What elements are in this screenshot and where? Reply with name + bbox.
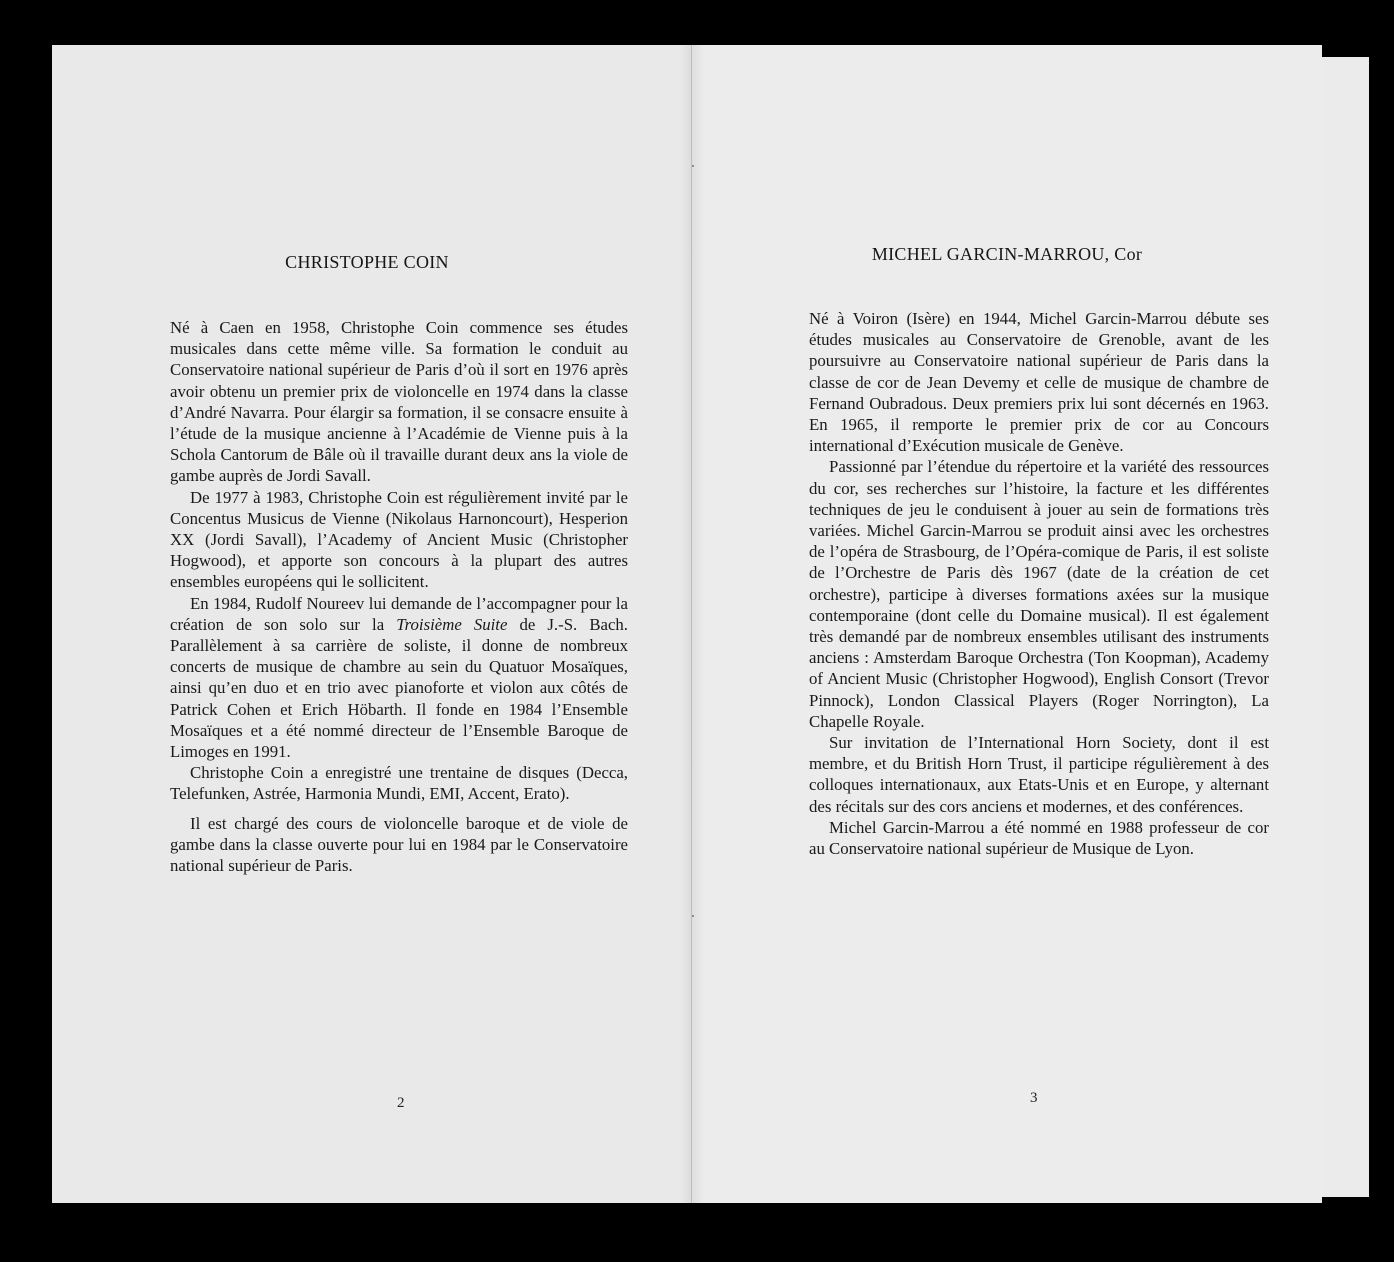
open-booklet [52, 45, 1327, 1203]
staple-mark [692, 165, 694, 167]
left-page [52, 45, 692, 1203]
spine-fold [680, 45, 704, 1203]
right-page-title: MICHEL GARCIN-MARROU, Cor [871, 244, 1143, 264]
right-paragraph-2: Passionné par l’étendue du répertoire et la variété des ressources du cor, ses recherches sur l’histoire, la facture et les différentes techniques de jeu le conduisent à jouer au sein de formations très variées. Michel Garcin-Marrou se produit ainsi avec les orchestres de l’opéra de Strasbourg, de l’Opéra-comique de Paris, il est soliste de l’Orchestre de Paris dès 1967 (date de la création de cet orchestre), participe à diverses formations axées sur la musique contemporaine (dont celle du Domaine musical). Il est également très demandé par de nombreux ensembles utilisant des instruments anciens : Amsterdam Baroque Orchestra (Ton Koopman), Academy of Ancient Music (Christopher Hogwood), English Consort (Trevor Pinnock), London Classical Players (Roger Norrington), La Chapelle Royale. [809, 457, 1269, 731]
right-paragraph-1: Né à Voiron (Isère) en 1944, Michel Garcin-Marrou débute ses études musicales au Conservatoire de Grenoble, avant de les poursuivre au Conservatoire national supérieur de Paris dans la classe de cor de Jean Devemy et celle de musique de chambre de Fernand Oubradous. Deux premiers prix lui sont décernés en 1963. En 1965, il remporte le premier prix de cor au Concours international d’Exécution musicale de Genève. [809, 309, 1269, 456]
left-page-title: CHRISTOPHE COIN [285, 252, 449, 272]
staple-mark [692, 915, 694, 917]
left-paragraph-3: En 1984, Rudolf Noureev lui demande de l’accompagner pour la création de son solo sur la Troisième Suite de J.-S. Bach. Parallèlement à sa carrière de soliste, il donne de nombreux concerts de musique de chambre au sein du Quatuor Mosaïques, ainsi qu’en duo et en trio avec pianoforte et violon aux côtés de Patrick Cohen et Erich Höbarth. Il fonde en 1984 l’Ensemble Mosaïques et a été nommé directeur de l’Ensemble Baroque de Limoges en 1991. [170, 593, 628, 762]
right-page [692, 45, 1322, 1203]
right-paragraph-3: Sur invitation de l’International Horn Society, dont il est membre, et du British Horn Trust, il participe régulièrement à des colloques internationaux, aux Etats-Unis et en Europe, y alternant des récitals sur des cors anciens et modernes, et des conférences. [809, 733, 1269, 816]
right-paragraph-4: Michel Garcin-Marrou a été nommé en 1988 professeur de cor au Conservatoire national supérieur de Musique de Lyon. [809, 817, 1269, 859]
left-page-body [170, 317, 628, 876]
left-page-number: 2 [397, 1095, 405, 1111]
right-page-number: 3 [1030, 1090, 1038, 1106]
right-page-body [809, 308, 1269, 859]
left-paragraph-1: Né à Caen en 1958, Christophe Coin commence ses études musicales dans cette même ville. Sa formation le conduit au Conservatoire national supérieur de Paris d’où il sort en 1976 après avoir obtenu un premier prix de violoncelle en 1974 dans la classe d’André Navarra. Pour élargir sa formation, il se consacre ensuite à l’étude de la musique ancienne à l’Académie de Vienne puis à la Schola Cantorum de Bâle où il travaille durant deux ans la viole de gambe auprès de Jordi Savall. [170, 318, 628, 486]
left-paragraph-5: Il est chargé des cours de violoncelle baroque et de viole de gambe dans la classe ouverte pour lui en 1984 par le Conservatoire national supérieur de Paris. [170, 813, 628, 876]
left-paragraph-4: Christophe Coin a enregistré une trentaine de disques (Decca, Telefunken, Astrée, Harmonia Mundi, EMI, Accent, Erato). [170, 763, 628, 804]
left-paragraph-2: De 1977 à 1983, Christophe Coin est régulièrement invité par le Concentus Musicus de Vienne (Nikolaus Harnoncourt), Hesperion XX (Jordi Savall), l’Academy of Ancient Music (Christopher Hogwood), et apporte son concours à la plupart des autres ensembles européens qui le sollicitent. [170, 487, 628, 592]
